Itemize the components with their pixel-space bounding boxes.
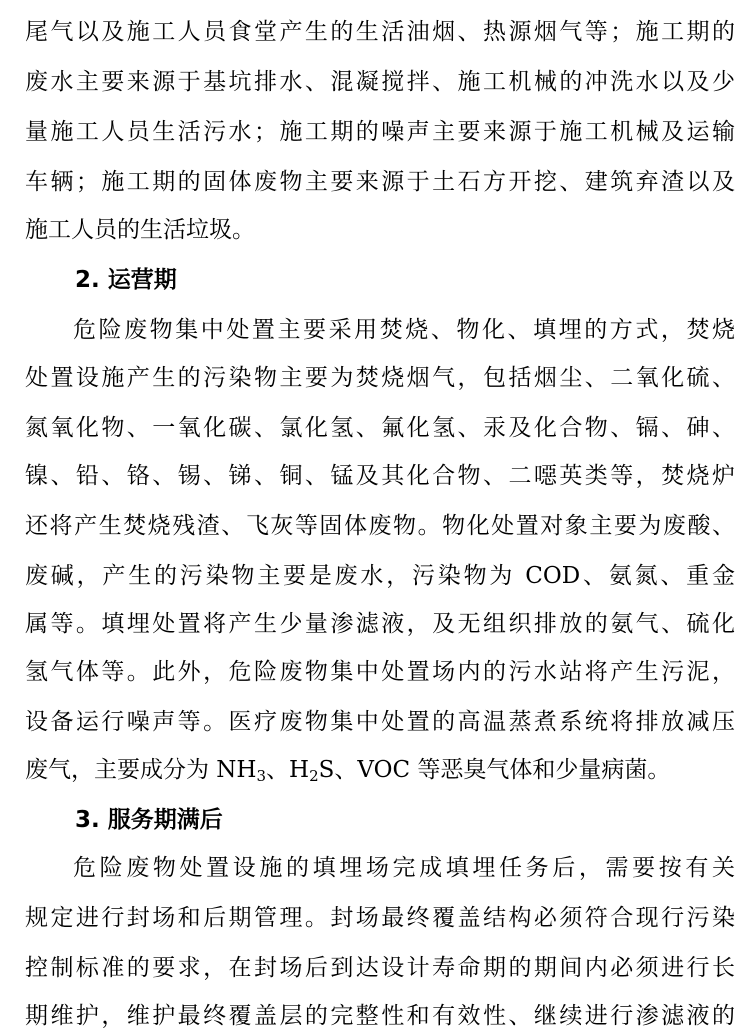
paragraph-line: 属等。填埋处置将产生少量渗滤液，及无组织排放的氨气、硫化 [25,611,735,637]
paragraph-line: 期维护，维护最终覆盖层的完整性和有效性、继续进行渗滤液的 [25,1003,735,1029]
paragraph-line [0,750,750,790]
text-fragment: S、VOC 等恶臭气体和少量病菌。 [318,757,671,783]
paragraph-line: 量施工人员生活污水；施工期的噪声主要来源于施工机械及运输 [25,119,735,145]
paragraph-line: 规定进行封场和后期管理。封场最终覆盖结构必须符合现行污染 [25,905,735,931]
paragraph-line: 镍、铅、铬、锡、锑、铜、锰及其化合物、二噁英类等，焚烧炉 [25,463,735,489]
paragraph-line: 废碱，产生的污染物主要是废水，污染物为 COD、氨氮、重金 [25,563,735,589]
paragraph-line: 还将产生焚烧残渣、飞灰等固体废物。物化处置对象主要为废酸、 [25,513,735,539]
paragraph-line: 车辆；施工期的固体废物主要来源于土石方开挖、建筑弃渣以及 [25,169,735,195]
text-fragment: 废气，主要成分为 NH [25,757,257,783]
subscript: 3 [256,767,267,785]
section-heading: 2. 运营期 [75,267,177,293]
paragraph-line: 尾气以及施工人员食堂产生的生活油烟、热源烟气等；施工期的 [25,19,735,45]
paragraph-line: 处置设施产生的污染物主要为焚烧烟气，包括烟尘、二氧化硫、 [25,365,735,391]
section-heading: 3. 服务期满后 [75,807,223,833]
paragraph-line: 设备运行噪声等。医疗废物集中处置的高温蒸煮系统将排放减压 [25,709,735,735]
paragraph-line: 氮氧化物、一氧化碳、氯化氢、氟化氢、汞及化合物、镉、砷、 [25,415,735,441]
paragraph-line: 控制标准的要求，在封场后到达设计寿命期的期间内必须进行长 [25,955,735,981]
paragraph-line: 氢气体等。此外，危险废物集中处置场内的污水站将产生污泥， [25,659,735,685]
paragraph-line: 危险废物处置设施的填埋场完成填埋任务后，需要按有关 [73,855,735,881]
paragraph-line: 施工人员的生活垃圾。 [25,217,255,243]
text-fragment: 、H [266,757,310,783]
paragraph-line: 废水主要来源于基坑排水、混凝搅拌、施工机械的冲洗水以及少 [25,69,735,95]
paragraph-line: 危险废物集中处置主要采用焚烧、物化、填埋的方式，焚烧 [73,317,735,343]
subscript: 2 [309,767,319,785]
